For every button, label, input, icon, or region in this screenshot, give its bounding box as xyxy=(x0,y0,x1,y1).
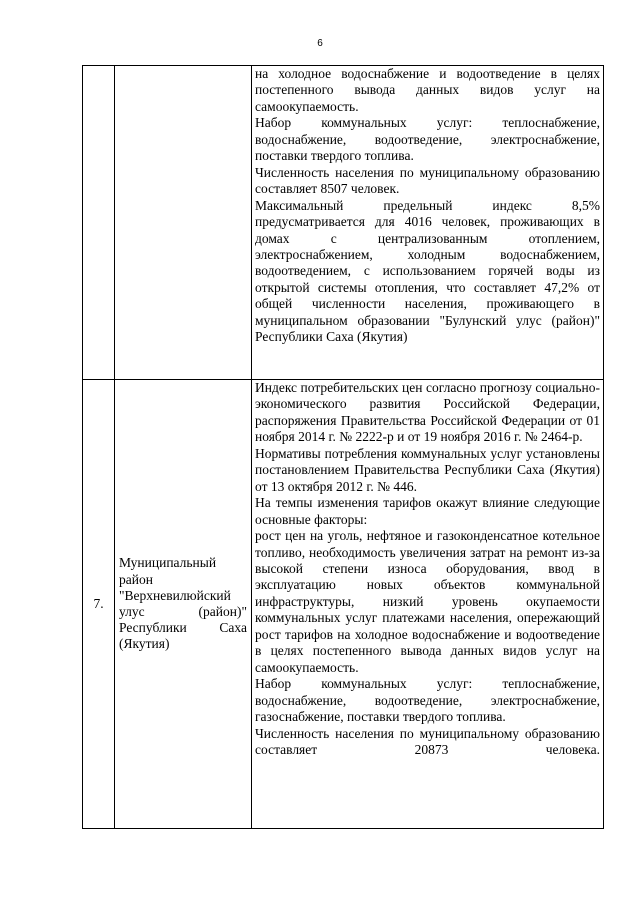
paragraph: Набор коммунальных услуг: теплоснабжение, водоснабжение, водоотведение, электроснабжение, поставки твердого топлива. xyxy=(255,115,600,164)
paragraph: Максимальный предельный индекс 8,5% предусматривается для 4016 человек, проживающих в домах с централизованным отоплением, электроснабжением, холодным водоснабжением, водоотведением, с использованием горячей воды из открытой системы отопления, что составляет 47,2% от общей численности населения, проживающего в муниципальном образовании "Булунский улус (район)" Республики Саха (Якутия) xyxy=(255,197,600,345)
description-cell xyxy=(252,66,604,380)
row-number-cell: 7. xyxy=(83,380,115,829)
row-number-cell xyxy=(83,66,115,380)
paragraph: на холодное водоснабжение и водоотведение в целях постепенного вывода данных видов услуг на самоокупаемость. xyxy=(255,66,600,114)
region-name: Муниципальный район "Верхневилюйский улус (район)" Республики Саха (Якутия) xyxy=(119,555,247,652)
description-cell xyxy=(252,380,604,829)
paragraph: Индекс потребительских цен согласно прогнозу социально-экономического развития Российской Федерации, распоряжения Правительства Российской Федерации от 01 ноября 2014 г. № 2222-р и от 19 ноября 2016 г. № 2464-р. xyxy=(255,380,600,445)
page-number: 6 xyxy=(317,38,323,49)
paragraph: Численность населения по муниципальному образованию составляет 8507 человек. xyxy=(255,164,600,197)
paragraph: Набор коммунальных услуг: теплоснабжение, водоснабжение, водоотведение, электроснабжение, газоснабжение, поставки твердого топлива. xyxy=(255,676,600,725)
region-cell xyxy=(115,380,252,829)
region-cell xyxy=(115,66,252,380)
paragraph: На темпы изменения тарифов окажут влияние следующие основные факторы: xyxy=(255,495,600,527)
table-row xyxy=(83,380,604,829)
paragraph: Нормативы потребления коммунальных услуг установлены постановлением Правительства Республики Саха (Якутия) от 13 октября 2012 г. № 446. xyxy=(255,445,600,494)
paragraph: рост цен на уголь, нефтяное и газоконденсатное котельное топливо, необходимость увеличения затрат на ремонт из-за высокой степени износа оборудования, ввод в эксплуатацию новых объектов коммунальной инфраструктуры, низкий уровень окупаемости коммунальных услуг платежами населения, опережающий рост тарифов на холодное водоснабжение и водоотведение в целях постепенного вывода данных видов услуг на самоокупаемость. xyxy=(255,528,600,675)
table-row xyxy=(83,66,604,380)
paragraph: Численность населения по муниципальному образованию составляет 20873 человека. xyxy=(255,725,600,757)
municipal-tariff-table xyxy=(82,65,604,829)
